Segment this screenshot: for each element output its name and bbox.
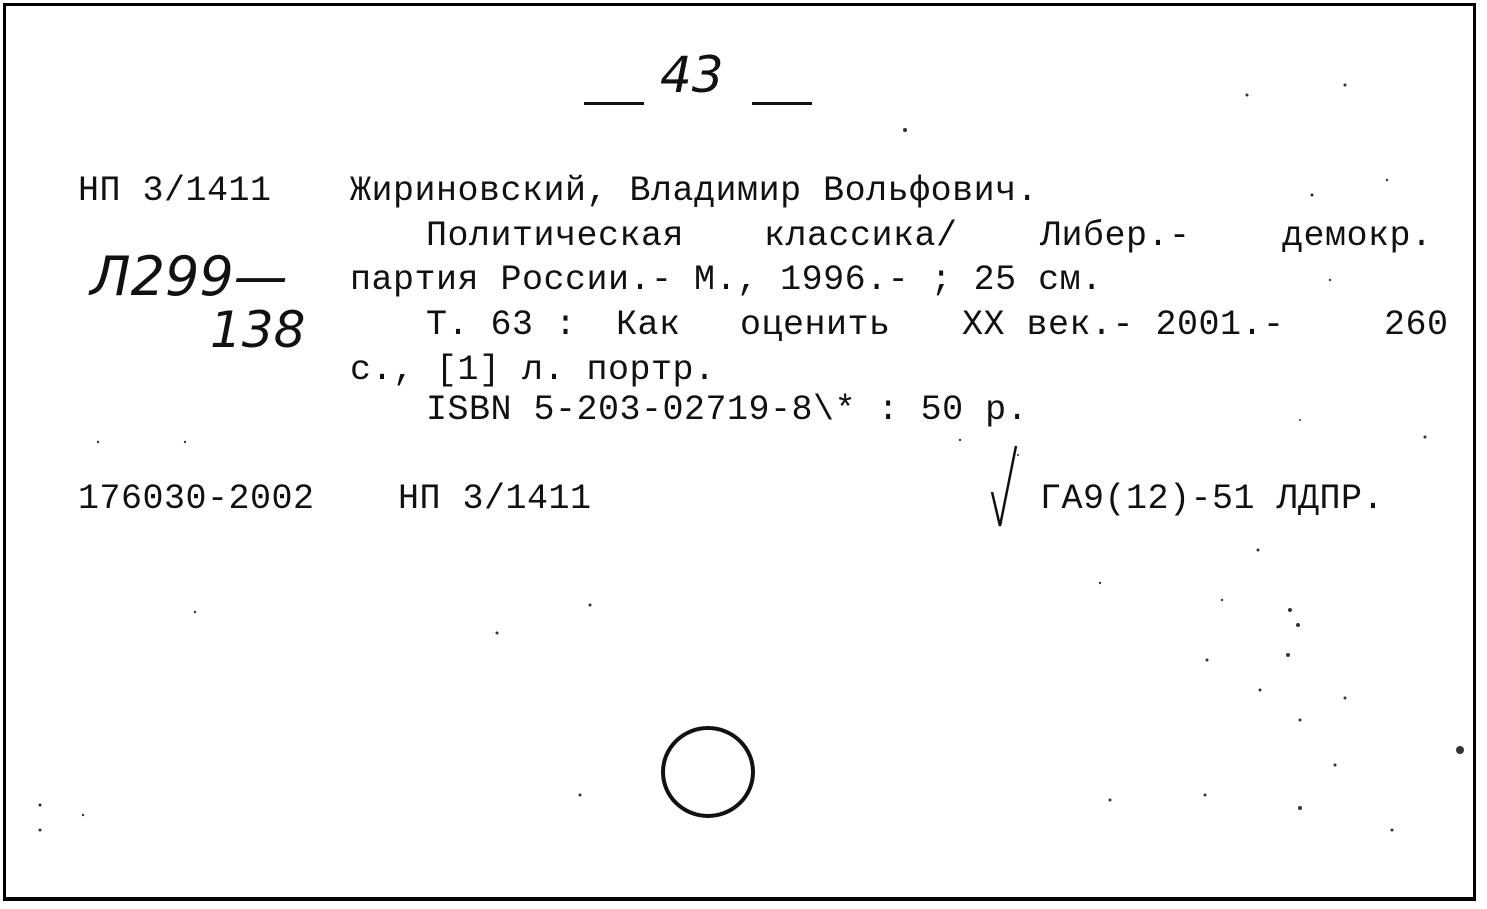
scan-specks bbox=[39, 84, 1465, 832]
record-number: 176030-2002 bbox=[78, 479, 315, 519]
volume-line2: с., [1] л. портр. bbox=[350, 350, 716, 390]
title-line1-part1: Политическая bbox=[426, 216, 685, 256]
handwritten-code-top: Л299— bbox=[90, 245, 288, 308]
volume-line1-part2: Как bbox=[616, 305, 681, 345]
page-number: 43 bbox=[660, 46, 724, 104]
title-line2: партия России.- М., 1996.- ; 25 см. bbox=[350, 260, 1103, 300]
title-line1-part3: Либер.- bbox=[1040, 216, 1191, 256]
handwritten-code-bottom: 138 bbox=[210, 301, 306, 359]
author-heading: Жириновский, Владимир Вольфович. bbox=[350, 171, 1039, 211]
isbn-line: ISBN 5-203-02719-8\* : 50 р. bbox=[426, 390, 1029, 430]
volume-line1-part1: Т. 63 : bbox=[426, 305, 577, 345]
title-line1-part4: демокр. bbox=[1282, 216, 1433, 256]
volume-line1-part4: XX век.- 2001.- bbox=[962, 305, 1285, 345]
title-line1-part2: классика/ bbox=[764, 216, 958, 256]
punch-hole bbox=[663, 728, 753, 816]
classification-index: ГА9(12)-51 ЛДПР. bbox=[1040, 479, 1385, 519]
volume-line1-part5: 260 bbox=[1384, 305, 1449, 345]
check-mark-icon bbox=[992, 446, 1016, 526]
volume-line1-part3: оценить bbox=[740, 305, 891, 345]
footer-shelf-mark: НП 3/1411 bbox=[398, 479, 592, 519]
shelf-mark: НП 3/1411 bbox=[78, 171, 272, 211]
